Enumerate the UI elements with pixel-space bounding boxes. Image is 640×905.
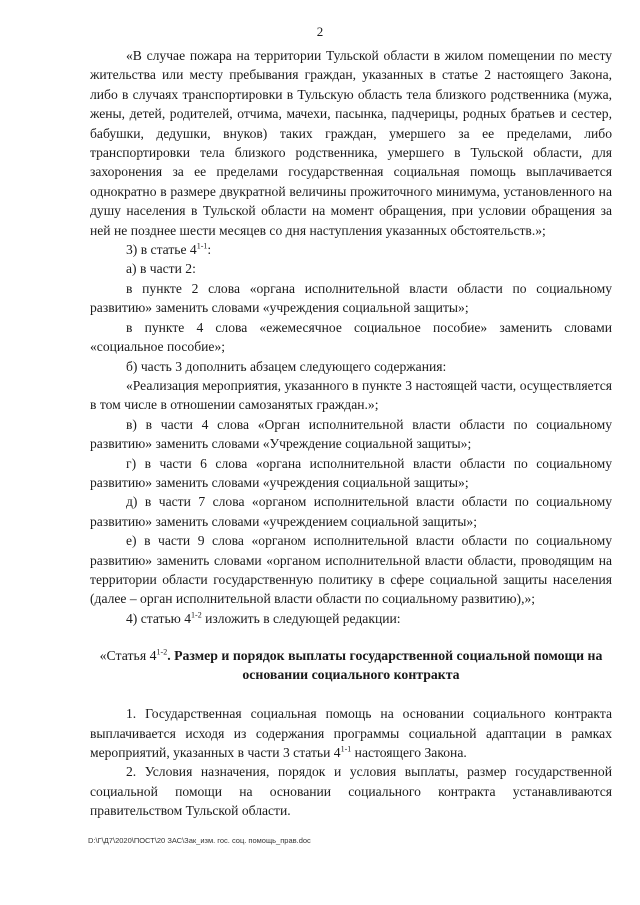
file-path-footer: D:\Г\Д7\2020\ПОСТ\20 ЗАС\Зак_изм. гос. соц. помощь_прав.doc [88,836,311,845]
subitem-a: а) в части 2: [126,261,196,277]
subitem-b-quote: «Реализация мероприятия, указанного в пункте 3 настоящей части, осуществляется в том числе в отношении самозанятых граждан.»; [90,377,612,413]
article-heading: «Статья 4$^{1-2}$. Размер и порядок выплаты государственной социальной помощи на основании социального контракта [99,647,603,683]
subitem-d: д) в части 7 слова «органом исполнительной власти области по социальному развитию» заменить словами «учреждением социальной защиты»; [90,494,612,529]
document-body [90,46,612,821]
item-4: 4) статью 4$^{1-2}$ изложить в следующей редакции: [126,610,401,626]
subitem-b: б) часть 3 дополнить абзацем следующего содержания: [126,358,447,374]
page-number: 2 [316,24,324,39]
subitem-e: е) в части 9 слова «органом исполнительной власти области по социальному развитию» заменить словами «органом исполнительной власти области, проводящим на территории области государственную политику в сфере социальной защиты населения (далее – орган исполнительной власти области по социальному развитию),»; [90,533,612,607]
item-3: 3) в статье 4$^{1-1}$: [126,241,212,258]
subitem-a-point-2: в пункте 2 слова «органа исполнительной власти области по социальному развитию» заменить словами «учреждения социальной защиты»; [90,280,612,316]
subitem-a-point-4: в пункте 4 слова «ежемесячное социальное пособие» заменить словами «социальное пособие»; [90,319,612,355]
subitem-v: в) в части 4 слова «Орган исполнительной власти области по социальному развитию» заменить словами «Учреждение социальной защиты»; [90,416,612,452]
quoted-paragraph: «В случае пожара на территории Тульской области в жилом помещении по месту жительства или месту пребывания граждан, указанных в статье 2 настоящего Закона, либо в случаях транспортировки в Тульскую область тела близкого родственника (мужа, жены, детей, родителей, отчима, мачехи, пасынка, падчерицы, родных братьев и сестер, бабушки, дедушки, внуков) таких граждан, умершего за ее пределами, либо транспортировки тела близкого родственника, умершего в Тульской области, для захоронения за ее пределами государственная социальная помощь выплачивается однократно в размере двукратной величины прожиточного минимума, установленного на душу населения в Тульской области на момент обращения, при условии обращения за ней не позднее шести месяцев со дня наступления указанных обстоятельств.»; [90,48,612,238]
subitem-g: г) в части 6 слова «органа исполнительной власти области по социальному развитию» заменить словами «учреждения социальной защиты»; [90,455,612,490]
article-clause-1: 1. Государственная социальная помощь на основании социального контракта выплачивается исходя из содержания программы социальной адаптации в рамках мероприятий, указанных в части 3 статьи 4$^{1-1}$ настоящего Закона. [90,706,612,760]
article-clause-2: 2. Условия назначения, порядок и условия выплаты, размер государственной социальной помощи на основании социального контракта устанавливаются правительством Тульской области. [90,764,612,819]
